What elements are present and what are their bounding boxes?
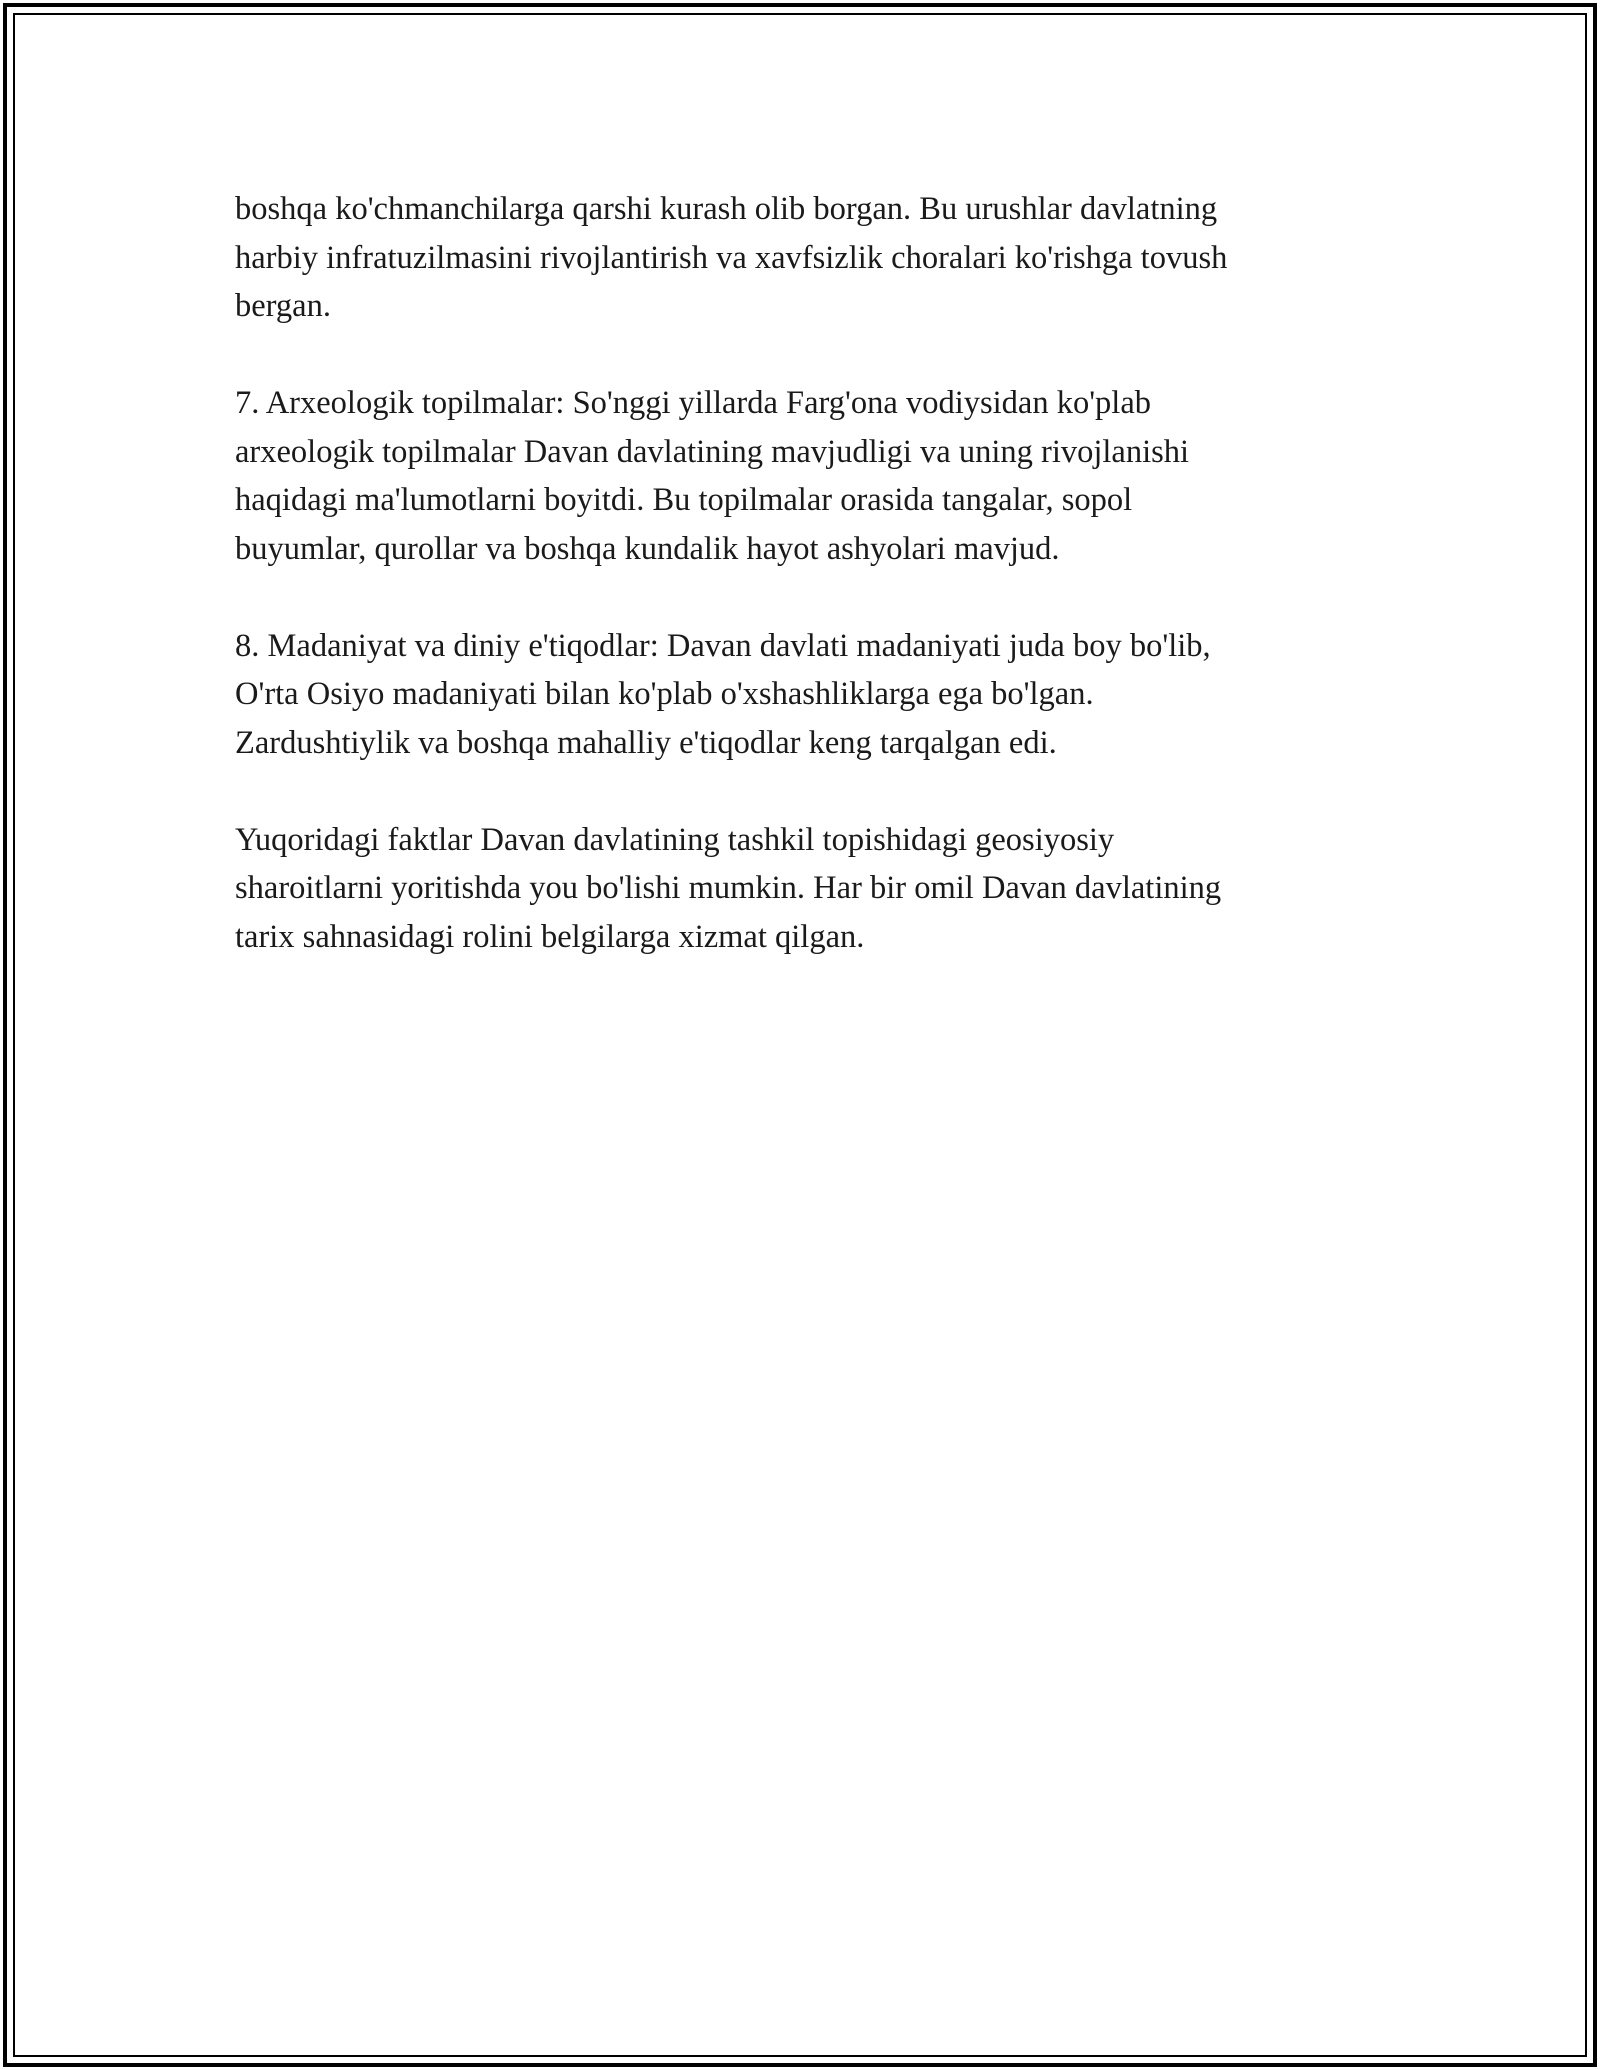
paragraph-culture-religion: 8. Madaniyat va diniy e'tiqodlar: Davan davlati madaniyati juda boy bo'lib, O'rta Osiyo madaniyati bilan ko'plab o'xshashliklarga ega bo'lgan. Zardushtiylik va boshqa mahalliy e'tiqodlar keng tarqalgan edi. [235,627,1211,761]
paragraph-conclusion: Yuqoridagi faktlar Davan davlatining tashkil topishidagi geosiyosiy sharoitlarni yoritishda you bo'lishi mumkin. Har bir omil Davan davlatining tarix sahnasidagi rolini belgilarga xizmat qilgan. [235,821,1222,955]
document-body [235,185,1375,1010]
paragraph-archaeological-finds: 7. Arxeologik topilmalar: So'nggi yillarda Farg'ona vodiysidan ko'plab arxeologik topilmalar Davan davlatining mavjudligi va uning rivojlanishi haqidagi ma'lumotlarni boyitdi. Bu topilmalar orasida tangalar, sopol buyumlar, qurollar va boshqa kundalik hayot ashyolari mavjud. [235,385,1190,567]
paragraph-military-infrastructure: boshqa ko'chmanchilarga qarshi kurash olib borgan. Bu urushlar davlatning harbiy infratuzilmasini rivojlantirish va xavfsizlik choralari ko'rishga tovush bergan. [235,191,1228,324]
